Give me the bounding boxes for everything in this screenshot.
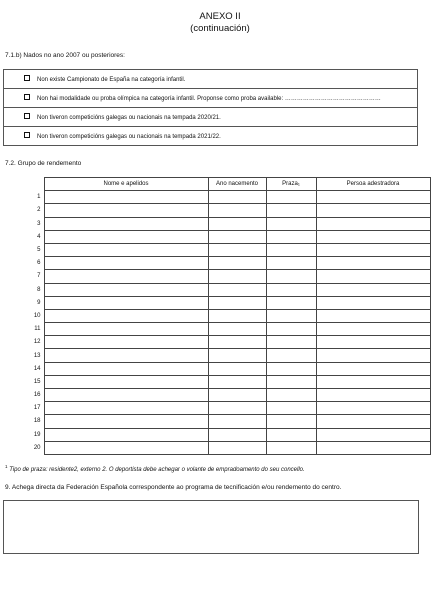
birth-year-cell[interactable] [208, 375, 266, 388]
column-header-name: Nome e apelidos [44, 178, 208, 191]
table-header-row [4, 178, 430, 191]
row-number: 3 [4, 217, 44, 230]
trainer-cell[interactable] [316, 217, 430, 230]
place-cell[interactable] [266, 441, 316, 454]
name-cell[interactable] [44, 441, 208, 454]
option-label: Non tiveron competicións galegas ou nacionais na tempada 2020/21. [37, 114, 221, 121]
place-cell[interactable] [266, 375, 316, 388]
trainer-cell[interactable] [316, 441, 430, 454]
option-row [4, 70, 418, 89]
trainer-cell[interactable] [316, 309, 430, 322]
table-body [4, 191, 430, 455]
table-row [4, 296, 430, 309]
place-cell[interactable] [266, 309, 316, 322]
trainer-cell[interactable] [316, 336, 430, 349]
trainer-cell[interactable] [316, 283, 430, 296]
birth-year-cell[interactable] [208, 441, 266, 454]
name-cell[interactable] [44, 323, 208, 336]
name-cell[interactable] [44, 243, 208, 256]
birth-year-cell[interactable] [208, 336, 266, 349]
section-72-title: 7.2. Grupo de rendemento [5, 160, 82, 167]
row-number: 13 [4, 349, 44, 362]
option-row [4, 89, 418, 108]
birth-year-cell[interactable] [208, 349, 266, 362]
row-number: 12 [4, 336, 44, 349]
table-row [4, 441, 430, 454]
section-9-title: 9. Achega directa da Federación Española correspondente ao programa de tecnificación e/ou rendemento do centro. [5, 484, 342, 491]
page-header [0, 11, 440, 35]
row-number: 5 [4, 243, 44, 256]
trainer-cell[interactable] [316, 349, 430, 362]
name-cell[interactable] [44, 402, 208, 415]
table-row [4, 309, 430, 322]
annex-subtitle: (continuación) [190, 23, 250, 34]
row-number: 20 [4, 441, 44, 454]
place-cell[interactable] [266, 283, 316, 296]
place-cell[interactable] [266, 415, 316, 428]
name-cell[interactable] [44, 296, 208, 309]
table-row [4, 375, 430, 388]
trainer-cell[interactable] [316, 204, 430, 217]
row-number: 10 [4, 309, 44, 322]
trainer-cell[interactable] [316, 362, 430, 375]
row-number: 8 [4, 283, 44, 296]
name-cell[interactable] [44, 283, 208, 296]
option-label: Non hai modalidade ou proba olímpica na categoría infantil. Proponse como proba available: ………………………………………… [37, 95, 381, 102]
birth-year-cell[interactable] [208, 415, 266, 428]
corner-cell [4, 178, 44, 191]
options-table [3, 69, 418, 146]
birth-year-cell[interactable] [208, 323, 266, 336]
row-number: 2 [4, 204, 44, 217]
table-row [4, 336, 430, 349]
table-row [4, 415, 430, 428]
trainer-cell[interactable] [316, 402, 430, 415]
name-cell[interactable] [44, 204, 208, 217]
row-number: 11 [4, 323, 44, 336]
table-row [4, 283, 430, 296]
name-cell[interactable] [44, 362, 208, 375]
name-cell[interactable] [44, 415, 208, 428]
place-cell[interactable] [266, 257, 316, 270]
name-cell[interactable] [44, 336, 208, 349]
row-number: 18 [4, 415, 44, 428]
table-row [4, 270, 430, 283]
trainer-cell[interactable] [316, 415, 430, 428]
place-cell[interactable] [266, 191, 316, 204]
table-row [4, 191, 430, 204]
birth-year-cell[interactable] [208, 243, 266, 256]
place-cell[interactable] [266, 389, 316, 402]
row-number: 19 [4, 428, 44, 441]
place-cell[interactable] [266, 402, 316, 415]
trainer-cell[interactable] [316, 389, 430, 402]
place-cell[interactable] [266, 362, 316, 375]
row-number: 6 [4, 257, 44, 270]
row-number: 17 [4, 402, 44, 415]
checkbox[interactable] [24, 94, 30, 100]
checkbox[interactable] [24, 75, 30, 81]
row-number: 16 [4, 389, 44, 402]
name-cell[interactable] [44, 375, 208, 388]
trainer-cell[interactable] [316, 191, 430, 204]
birth-year-cell[interactable] [208, 296, 266, 309]
row-number: 9 [4, 296, 44, 309]
option-row [4, 127, 418, 146]
birth-year-cell[interactable] [208, 309, 266, 322]
place-cell[interactable] [266, 336, 316, 349]
annex-title: ANEXO II [199, 11, 241, 22]
table-row [4, 230, 430, 243]
table-row [4, 257, 430, 270]
place-cell[interactable] [266, 217, 316, 230]
place-cell[interactable] [266, 349, 316, 362]
row-number: 7 [4, 270, 44, 283]
place-cell[interactable] [266, 296, 316, 309]
trainer-cell[interactable] [316, 270, 430, 283]
birth-year-cell[interactable] [208, 389, 266, 402]
birth-year-cell[interactable] [208, 428, 266, 441]
birth-year-cell[interactable] [208, 257, 266, 270]
row-number: 15 [4, 375, 44, 388]
birth-year-cell[interactable] [208, 204, 266, 217]
birth-year-cell[interactable] [208, 217, 266, 230]
performance-group-table [4, 177, 431, 455]
row-number: 14 [4, 362, 44, 375]
column-header-trainer: Persoa adestradora [316, 178, 430, 191]
name-cell[interactable] [44, 230, 208, 243]
trainer-cell[interactable] [316, 243, 430, 256]
trainer-cell[interactable] [316, 323, 430, 336]
table-row [4, 389, 430, 402]
table-row [4, 323, 430, 336]
name-cell[interactable] [44, 349, 208, 362]
row-number: 1 [4, 191, 44, 204]
row-number: 4 [4, 230, 44, 243]
place-cell[interactable] [266, 270, 316, 283]
place-cell[interactable] [266, 204, 316, 217]
table-row [4, 349, 430, 362]
trainer-cell[interactable] [316, 230, 430, 243]
footnote-text: Tipo de praza: residente2, externo 2. O deportista debe achegar o volante de empradoamento do seu concello. [9, 467, 305, 473]
section-9-text-box[interactable] [3, 500, 419, 554]
name-cell[interactable] [44, 217, 208, 230]
footnote-marker: 1 [5, 464, 8, 469]
birth-year-cell[interactable] [208, 230, 266, 243]
option-label: Non existe Campionato de España na categoría infantil. [37, 76, 186, 83]
name-cell[interactable] [44, 389, 208, 402]
table-row [4, 362, 430, 375]
checkbox[interactable] [24, 132, 30, 138]
place-cell[interactable] [266, 428, 316, 441]
trainer-cell[interactable] [316, 296, 430, 309]
table-row [4, 402, 430, 415]
column-header-place: Praza₁ [266, 178, 316, 191]
table-row [4, 243, 430, 256]
name-cell[interactable] [44, 309, 208, 322]
birth-year-cell[interactable] [208, 270, 266, 283]
name-cell[interactable] [44, 270, 208, 283]
footnote [5, 463, 305, 474]
name-cell[interactable] [44, 191, 208, 204]
table-row [4, 204, 430, 217]
name-cell[interactable] [44, 257, 208, 270]
birth-year-cell[interactable] [208, 402, 266, 415]
section-71b-title: 7.1.b) Nados no ano 2007 ou posteriores: [5, 52, 125, 59]
trainer-cell[interactable] [316, 257, 430, 270]
birth-year-cell[interactable] [208, 362, 266, 375]
place-cell[interactable] [266, 243, 316, 256]
place-cell[interactable] [266, 323, 316, 336]
option-row [4, 108, 418, 127]
option-label: Non tiveron competicións galegas ou nacionais na tempada 2021/22. [37, 133, 221, 140]
trainer-cell[interactable] [316, 375, 430, 388]
place-cell[interactable] [266, 230, 316, 243]
birth-year-cell[interactable] [208, 283, 266, 296]
name-cell[interactable] [44, 428, 208, 441]
table-row [4, 428, 430, 441]
table-row [4, 217, 430, 230]
checkbox[interactable] [24, 113, 30, 119]
trainer-cell[interactable] [316, 428, 430, 441]
birth-year-cell[interactable] [208, 191, 266, 204]
column-header-birth-year: Ano nacemento [208, 178, 266, 191]
